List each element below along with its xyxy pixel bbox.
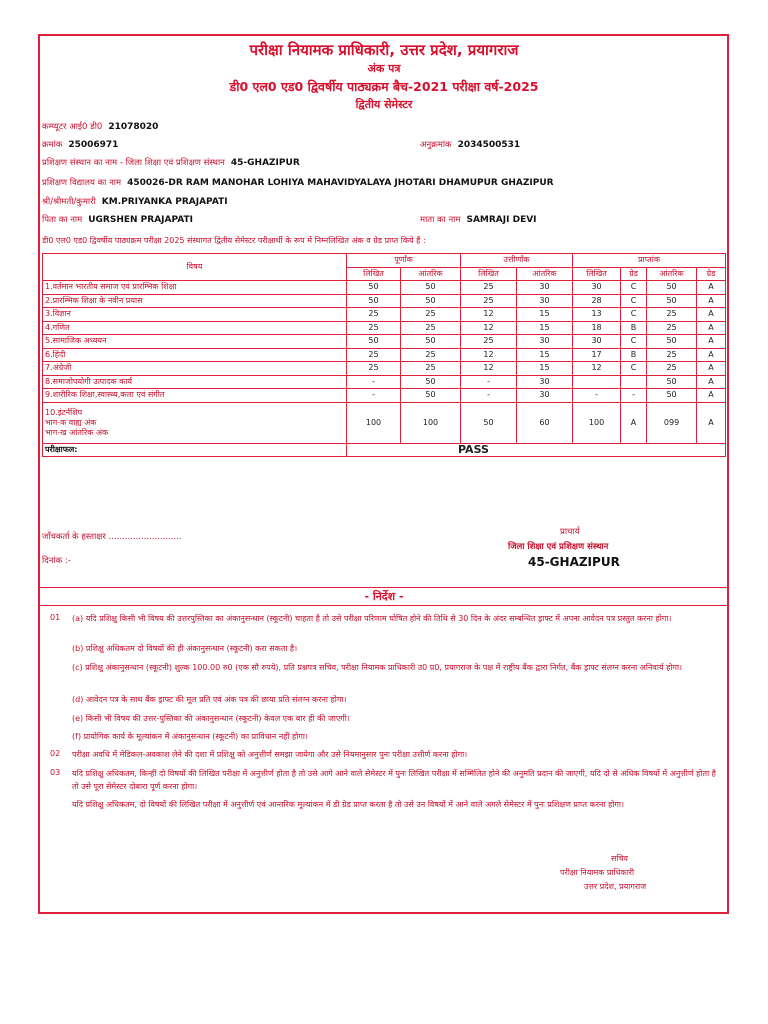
instruction-number: 02 bbox=[50, 749, 61, 758]
col-internal: आंतरिक bbox=[517, 267, 573, 281]
instruction-1c: (c) प्रशिक्षु अंकानुसन्धान (स्कूटनी) शुल्क 100.00 रु0 (एक सौ रुपये), प्रति प्रश्नपत्र सचिव, परीक्षा नियामक प्राधिकारी उ0 प्र0, प्रयागराज के पक्ष में राष्ट्रीय बैंक द्वारा निर्गत, बैंक ड्राफ्ट संलग्न करना अनिवार्य होगा। bbox=[72, 663, 683, 672]
table-row: 10.इंटर्नशिप भाग-क वाह्य अंक भाग-ख आंतरिक अंक 100 100 50 60 100 A 099 A bbox=[43, 402, 726, 443]
instruction-3: यदि प्रशिक्षु अधिकतम, किन्हीं दो विषयों की लिखित परीक्षा में अनुत्तीर्ण होता है तो उसे आगे आने वाले सेमेस्टर में पुनः लिखित परीक्षा में सम्मिलित होने की अनुमति प्रदान की जाएगी, यदि दो से अधिक विषयों में अनुत्तीर्ण होता है तो उसे पूरा सेमेस्टर दोबारा पूर्ण करना होगा। bbox=[72, 769, 716, 791]
serial-number: 25006971 bbox=[68, 140, 119, 150]
semester-title: द्वितीय सेमेस्टर bbox=[355, 98, 413, 111]
instruction-number: 03 bbox=[50, 768, 61, 777]
pass-marks-header: उत्तीर्णांक bbox=[461, 254, 573, 268]
obtained-marks-header: प्राप्तांक bbox=[573, 254, 726, 268]
internship-cell: 10.इंटर्नशिप भाग-क वाह्य अंक भाग-ख आंतरिक अंक bbox=[43, 402, 347, 443]
checker-signature: जाँचकर्ता के हस्ताक्षर ........................... bbox=[42, 532, 182, 542]
instruction-1b: (b) प्रशिक्षु अधिकतम दो विषयों की ही अंकानुसन्धान (स्कूटनी) करा सकता है। bbox=[72, 644, 298, 653]
col-written: लिखित bbox=[573, 267, 621, 281]
table-row: 6.हिंदी 25 25 12 15 17 B 25 A bbox=[43, 348, 726, 362]
instruction-1f: (f) प्रायोगिक कार्य के मूल्यांकन में अंकानुसन्धान (स्कूटनी) का प्राविधान नहीं होगा। bbox=[72, 732, 308, 741]
father-name: UGRSHEN PRAJAPATI bbox=[88, 215, 194, 225]
table-row: 3.विज्ञान 25 25 12 15 13 C 25 A bbox=[43, 308, 726, 322]
marks-table bbox=[42, 253, 726, 457]
father-row: पिता का नाम UGRSHEN PRAJAPATI bbox=[42, 215, 194, 225]
principal-institute: जिला शिक्षा एवं प्रशिक्षण संस्थान bbox=[508, 542, 609, 552]
col-grade: ग्रेड bbox=[621, 267, 647, 281]
table-row: 7.अंग्रेजी 25 25 12 15 12 C 25 A bbox=[43, 362, 726, 376]
secretary-line2: उत्तर प्रदेश, प्रयागराज bbox=[584, 882, 647, 891]
statement: डी0 एल0 एड0 द्विवर्षीय पाठ्यक्रम परीक्षा 2025 संस्थागत द्वितीय सेमेस्टर परीक्षार्थी के रूप में निम्नलिखित अंक व ग्रेड प्राप्त किये हैं : bbox=[42, 236, 426, 245]
institute-row: प्रशिक्षण संस्थान का नाम - जिला शिक्षा एवं प्रशिक्षण संस्थान 45-GHAZIPUR bbox=[42, 158, 300, 168]
instruction-1e: (e) किसी भी विषय की उत्तर-पुस्तिका की अंकानुसन्धान (स्कूटनी) केवल एक बार ही की जाएगी। bbox=[72, 714, 350, 723]
divider-bottom bbox=[40, 605, 727, 606]
instruction-2: परीक्षा अवधि में मेडिकल-अवकाश लेने की दशा में प्रशिक्षु को अनुत्तीर्ण समझा जायेगा और उसे नियमानुसार पुनः परीक्षा उत्तीर्ण करना होगा। bbox=[72, 750, 468, 759]
table-row: 4.गणित 25 25 12 15 18 B 25 A bbox=[43, 321, 726, 335]
mother-name: SAMRAJI DEVI bbox=[466, 215, 537, 225]
instruction-1d: (d) आवेदन पत्र के साथ बैंक ड्राफ्ट की मूल प्रति एवं अंक पत्र की छाया प्रति संलग्न करना होगा। bbox=[72, 695, 347, 704]
result-row bbox=[43, 443, 726, 457]
subject-header: विषय bbox=[43, 254, 347, 281]
full-marks-header: पूर्णांक bbox=[347, 254, 461, 268]
course-title: डी0 एल0 एड0 द्विवर्षीय पाठ्यक्रम बैच-2021 परीक्षा वर्ष-2025 bbox=[229, 79, 539, 94]
document-type: अंक पत्र bbox=[367, 62, 401, 75]
computer-id-row: कम्प्यूटर आई0 डी0 21078020 bbox=[42, 122, 159, 132]
student-name-row: श्री/श्रीमती/कुमारी KM.PRIYANKA PRAJAPATI bbox=[42, 197, 228, 207]
roll-row: अनुक्रमांक 2034500531 bbox=[420, 140, 521, 150]
col-internal: आंतरिक bbox=[401, 267, 461, 281]
table-row: 2.प्रारम्भिक शिक्षा के नवीन प्रयास 50 50 25 30 28 C 50 A bbox=[43, 294, 726, 308]
serial-row: क्रमांक 25006971 bbox=[42, 140, 119, 150]
authority-title: परीक्षा नियामक प्राधिकारी, उत्तर प्रदेश, प्रयागराज bbox=[249, 41, 519, 59]
principal-title: प्राचार्य bbox=[560, 527, 580, 537]
result-value: PASS bbox=[347, 443, 726, 457]
col-written: लिखित bbox=[461, 267, 517, 281]
col-grade: ग्रेड bbox=[697, 267, 726, 281]
college-row: प्रशिक्षण विद्यालय का नाम 450026-DR RAM MANOHAR LOHIYA MAHAVIDYALAYA JHOTARI DHAMUPUR GHAZIPUR bbox=[42, 178, 554, 188]
col-internal: आंतरिक bbox=[647, 267, 697, 281]
student-name: KM.PRIYANKA PRAJAPATI bbox=[101, 197, 228, 207]
secretary-line1: परीक्षा नियामक प्राधिकारी bbox=[560, 868, 635, 877]
instruction-number: 01 bbox=[50, 613, 61, 622]
mother-row: माता का नाम SAMRAJI DEVI bbox=[420, 215, 537, 225]
table-row: 9.शारीरिक शिक्षा,स्वास्थ्य,कला एवं संगीत - 50 - 30 - - 50 A bbox=[43, 389, 726, 403]
computer-id: 21078020 bbox=[108, 122, 159, 132]
instructions-title: - निर्देश - bbox=[364, 590, 404, 603]
divider-top bbox=[40, 587, 727, 588]
result-label: परीक्षाफल: bbox=[43, 443, 347, 457]
table-row: 8.समाजोपयोगी उत्पादक कार्य - 50 - 30 50 A bbox=[43, 375, 726, 389]
date-label: दिनांक :- bbox=[42, 556, 71, 566]
col-written: लिखित bbox=[347, 267, 401, 281]
table-row: 5.सामाजिक अध्ययन 50 50 25 30 30 C 50 A bbox=[43, 335, 726, 349]
table-row: 1.वर्तमान भारतीय समाज एवं प्रारम्भिक शिक्षा 50 50 25 30 30 C 50 A bbox=[43, 281, 726, 295]
instruction-4: यदि प्रशिक्षु अधिकतम, दो विषयों की लिखित परीक्षा में अनुत्तीर्ण एवं आन्तरिक मूल्यांकन में डी ग्रेड प्राप्त करता है तो उसे उन विषयों में आने वाले अगले सेमेस्टर में पुनः प्रशिक्षण प्राप्त करना होगा। bbox=[72, 800, 625, 809]
secretary-title: सचिव bbox=[611, 854, 629, 863]
principal-district: 45-GHAZIPUR bbox=[528, 555, 620, 569]
college-name: 450026-DR RAM MANOHAR LOHIYA MAHAVIDYALAYA JHOTARI DHAMUPUR GHAZIPUR bbox=[127, 178, 554, 188]
roll-number: 2034500531 bbox=[457, 140, 521, 150]
institute-name: 45-GHAZIPUR bbox=[230, 158, 300, 168]
instruction-1a: (a) यदि प्रशिक्षु किसी भी विषय की उत्तरपुस्तिका का अंकानुसन्धान (स्कूटनी) चाहता है तो उसे परीक्षा परिणाम घोषित होने की तिथि से 30 दिन के अंदर सम्बन्धित ड्राफ्ट में अपना आवेदन पत्र प्रस्तुत करना होगा। bbox=[72, 614, 672, 623]
